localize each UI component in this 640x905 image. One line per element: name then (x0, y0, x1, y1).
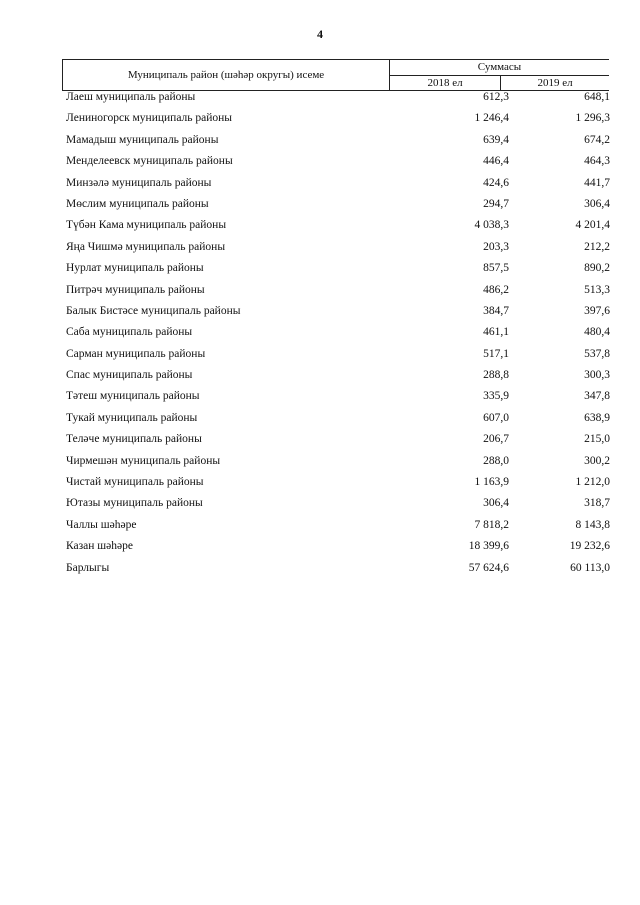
row-name: Питрәч муниципаль районы (66, 283, 205, 296)
row-value-2019: 1 212,0 (575, 476, 610, 489)
table-row (66, 369, 610, 390)
row-value-2018: 612,3 (483, 91, 509, 103)
table-row (66, 497, 610, 518)
row-value-2019: 513,3 (584, 283, 610, 296)
table-row (66, 412, 610, 433)
row-name: Мамадыш муниципаль районы (66, 133, 219, 146)
row-value-2019: 318,7 (584, 497, 610, 510)
row-name: Менделеевск муниципаль районы (66, 155, 233, 168)
table-row (66, 390, 610, 411)
row-value-2019: 215,0 (584, 433, 610, 446)
table-row (66, 134, 610, 155)
row-name: Минзәлә муниципаль районы (66, 176, 212, 189)
row-value-2019: 300,2 (584, 454, 610, 467)
column-header-2019: 2019 ел (537, 77, 573, 89)
row-value-2018: 288,0 (483, 454, 509, 467)
table-row-total (66, 562, 610, 583)
row-value-2018: 294,7 (483, 197, 509, 210)
row-value-2019: 306,4 (584, 197, 610, 210)
row-name: Сарман муниципаль районы (66, 347, 206, 360)
row-value-2019: 638,9 (584, 411, 610, 424)
row-value-2018: 57 624,6 (468, 561, 509, 574)
table-row (66, 112, 610, 133)
row-value-2018: 335,9 (483, 390, 509, 403)
row-name: Лениногорск муниципаль районы (66, 112, 233, 125)
row-name: Чистай муниципаль районы (66, 476, 204, 489)
row-value-2018: 461,1 (483, 326, 509, 339)
row-value-2019: 480,4 (584, 326, 610, 339)
row-name: Яңа Чишмә муниципаль районы (66, 240, 226, 253)
row-value-2018: 1 163,9 (474, 476, 509, 489)
row-value-2019: 648,1 (584, 91, 610, 103)
row-name: Тәтеш муниципаль районы (66, 390, 200, 403)
row-name: Чирмешән муниципаль районы (66, 454, 221, 467)
row-name: Чаллы шәһәре (66, 518, 137, 531)
table-row (66, 433, 610, 454)
table-row (66, 155, 610, 176)
column-header-2018: 2018 ел (390, 76, 501, 90)
row-value-2018: 446,4 (483, 155, 509, 168)
row-value-2018: 857,5 (483, 262, 509, 275)
row-name: Ютазы муниципаль районы (66, 497, 203, 510)
row-value-2019: 441,7 (584, 176, 610, 189)
row-name: Мөслим муниципаль районы (66, 197, 209, 210)
column-header-name: Муниципаль район (шәһәр округы) исеме (63, 60, 390, 90)
row-value-2019: 347,8 (584, 390, 610, 403)
row-name: Теләче муниципаль районы (66, 433, 202, 446)
table-row (66, 326, 610, 347)
table-row (66, 305, 610, 326)
row-name: Саба муниципаль районы (66, 326, 193, 339)
row-name: Нурлат муниципаль районы (66, 262, 204, 275)
row-value-2018: 7 818,2 (474, 518, 509, 531)
table-row (66, 455, 610, 476)
row-name: Барлыгы (66, 561, 110, 574)
row-value-2018: 288,8 (483, 369, 509, 382)
row-value-2018: 206,7 (483, 433, 509, 446)
row-name: Казан шәһәре (66, 540, 133, 553)
row-value-2019: 537,8 (584, 347, 610, 360)
row-value-2018: 203,3 (483, 240, 509, 253)
table-row (66, 262, 610, 283)
row-value-2018: 639,4 (483, 133, 509, 146)
row-name: Түбән Кама муниципаль районы (66, 219, 227, 232)
table-row (66, 348, 610, 369)
table-row (66, 219, 610, 240)
row-value-2018: 486,2 (483, 283, 509, 296)
table-row (66, 476, 610, 497)
table-row (66, 540, 610, 561)
table-row (66, 519, 610, 540)
row-name: Спас муниципаль районы (66, 369, 193, 382)
row-value-2019: 4 201,4 (575, 219, 610, 232)
table-header (62, 59, 609, 91)
row-value-2018: 18 399,6 (468, 540, 509, 553)
row-value-2019: 19 232,6 (569, 540, 610, 553)
row-value-2019: 397,6 (584, 304, 610, 317)
row-name: Балык Бистәсе муниципаль районы (66, 304, 241, 317)
row-value-2018: 424,6 (483, 176, 509, 189)
table-body (66, 91, 610, 583)
row-name: Лаеш муниципаль районы (66, 91, 196, 103)
table-row (66, 91, 610, 112)
row-value-2018: 517,1 (483, 347, 509, 360)
row-value-2019: 890,2 (584, 262, 610, 275)
row-name: Тукай муниципаль районы (66, 411, 198, 424)
row-value-2019: 1 296,3 (575, 112, 610, 125)
page-number: 4 (317, 27, 323, 41)
row-value-2019: 60 113,0 (570, 561, 610, 574)
row-value-2018: 4 038,3 (474, 219, 509, 232)
table-row (66, 241, 610, 262)
row-value-2018: 384,7 (483, 304, 509, 317)
row-value-2018: 1 246,4 (474, 112, 509, 125)
table-row (66, 284, 610, 305)
row-value-2019: 212,2 (584, 240, 610, 253)
row-value-2018: 607,0 (483, 411, 509, 424)
row-value-2019: 8 143,8 (575, 518, 610, 531)
row-value-2019: 464,3 (584, 155, 610, 168)
column-header-sum: Суммасы (390, 60, 609, 76)
row-value-2019: 300,3 (584, 369, 610, 382)
row-value-2018: 306,4 (483, 497, 509, 510)
table-row (66, 177, 610, 198)
table-row (66, 198, 610, 219)
row-value-2019: 674,2 (584, 133, 610, 146)
